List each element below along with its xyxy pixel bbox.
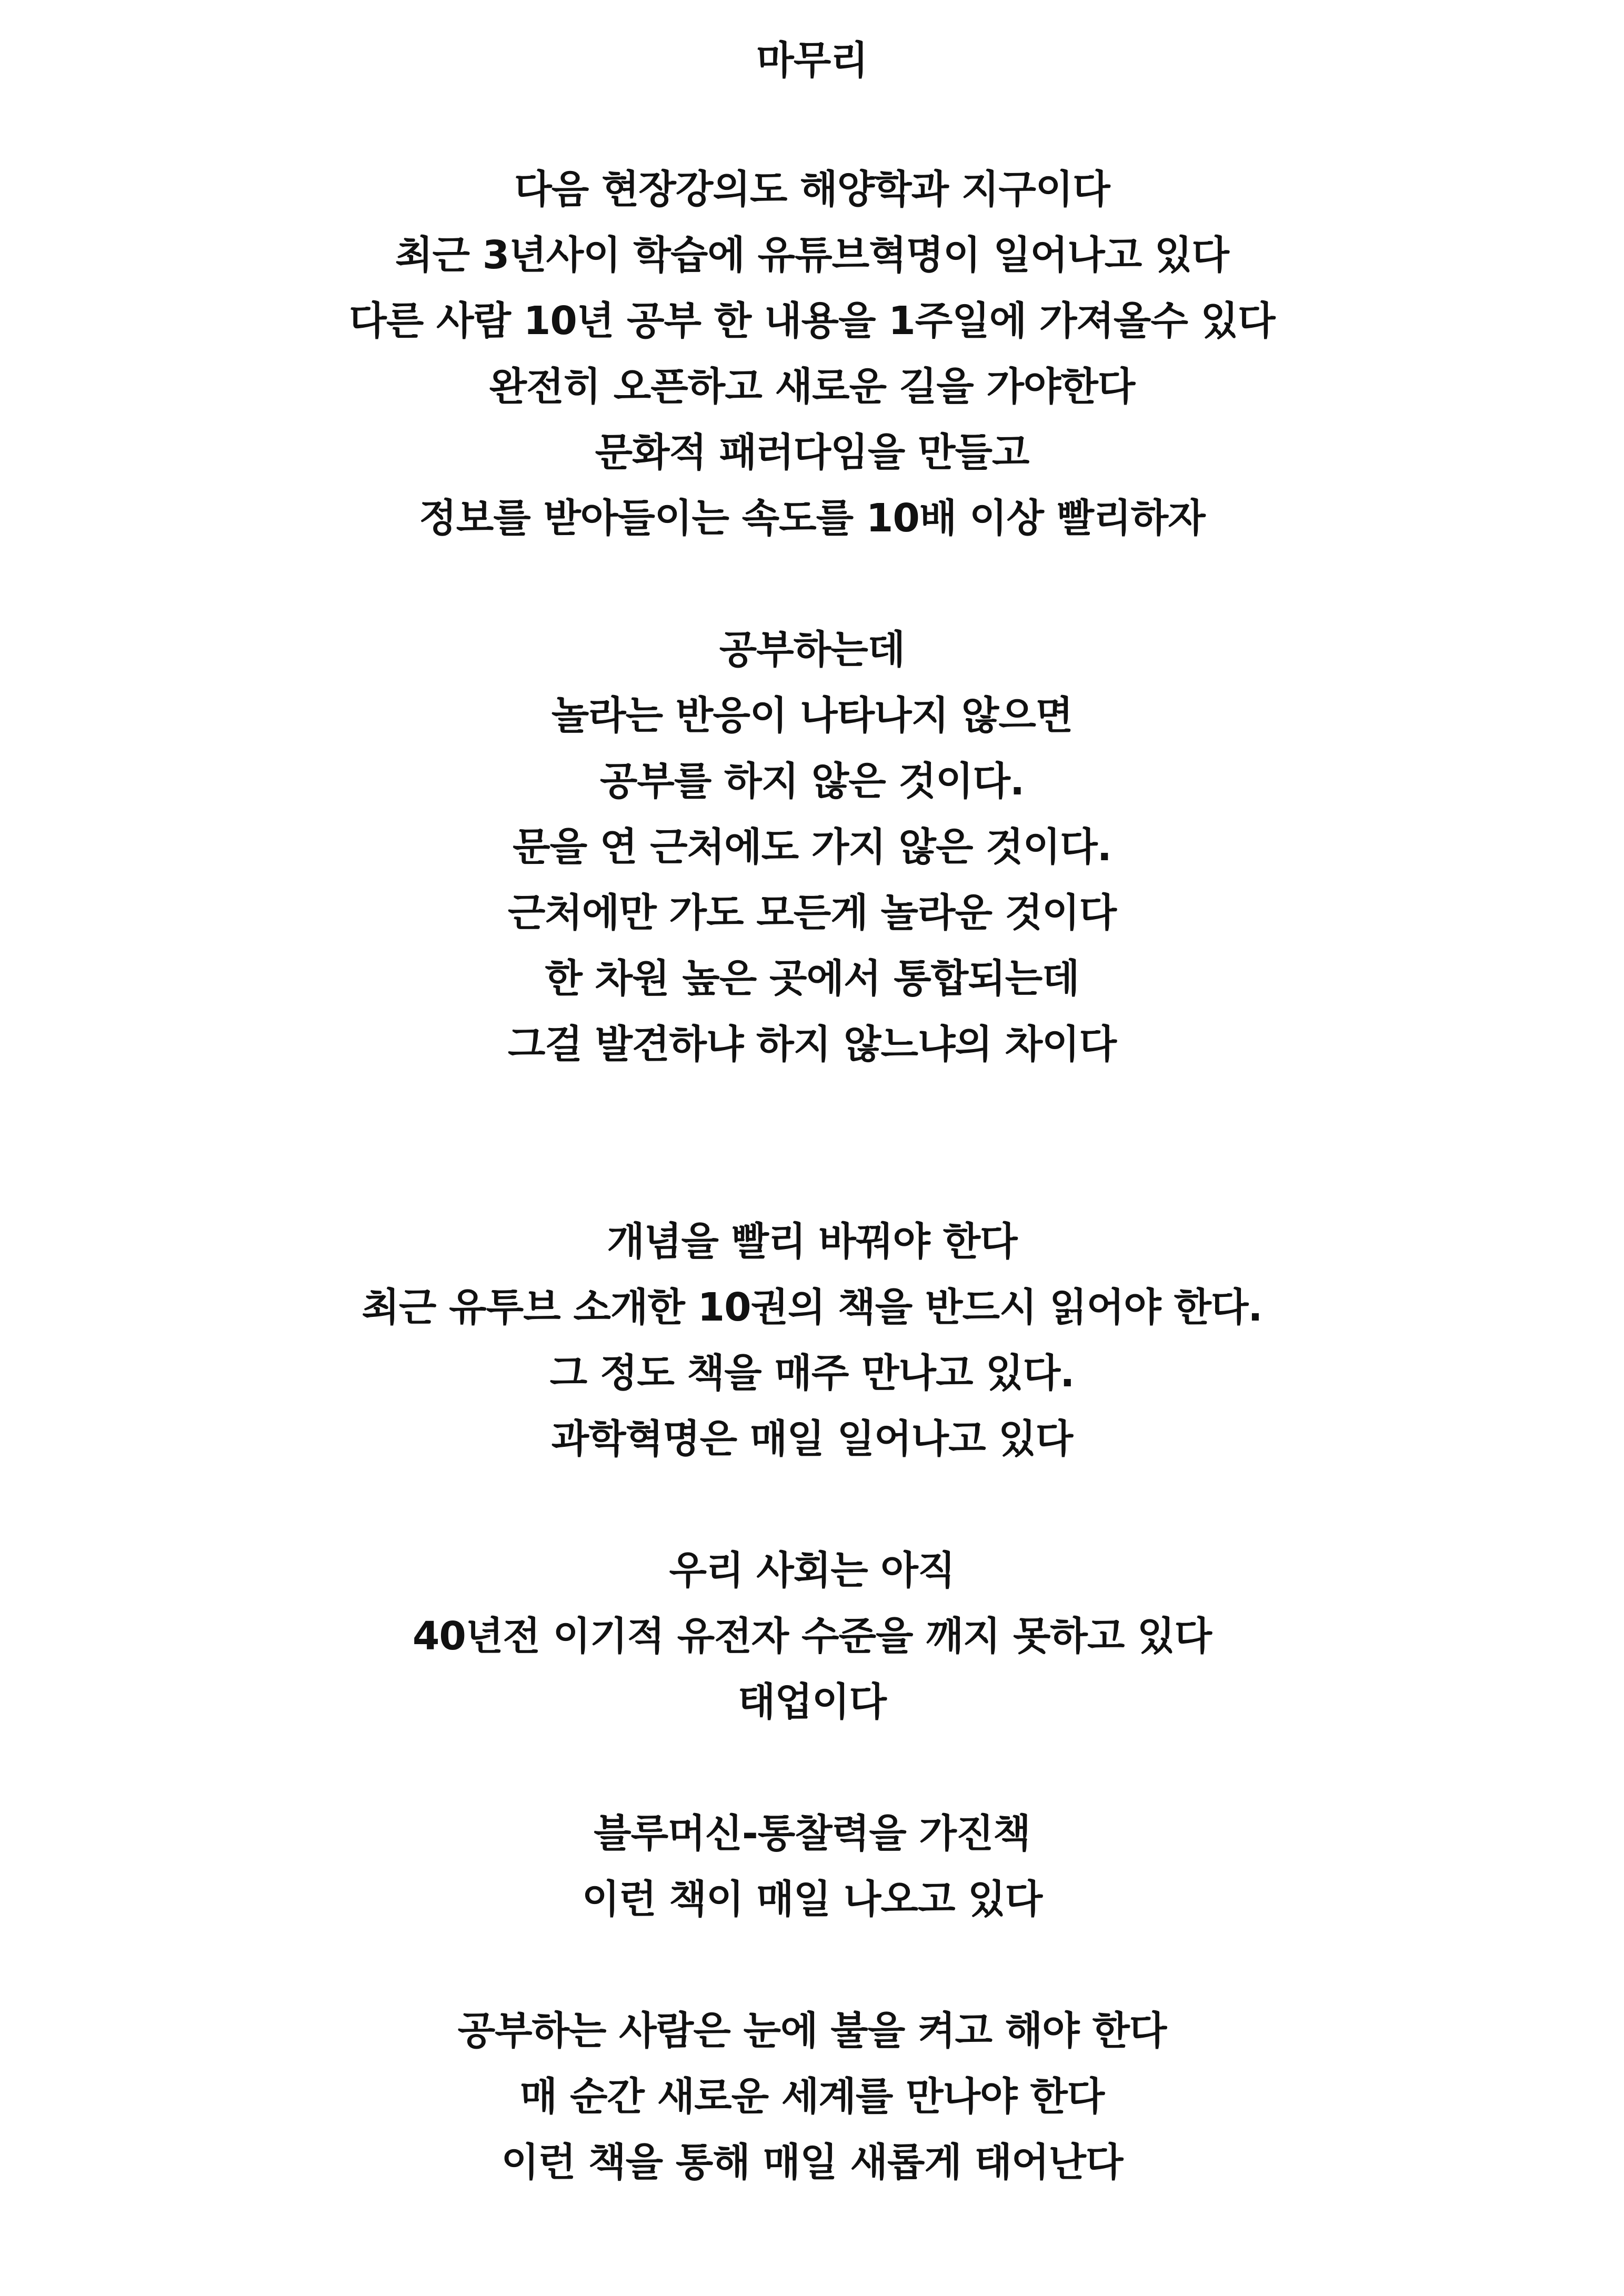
text-line: 한 차원 높은 곳에서 통합되는데 <box>545 956 1079 1001</box>
text-line: 우리 사회는 아직 <box>669 1548 955 1593</box>
text-line: 최근 유투브 소개한 10권의 책을 반드시 읽어야 한다. <box>362 1285 1262 1330</box>
text-line: 완전히 오픈하고 새로운 길을 가야한다 <box>489 364 1135 409</box>
text-line: 이런 책이 매일 나오고 있다 <box>582 1877 1042 1922</box>
text-line: 공부를 하지 않은 것이다. <box>599 759 1025 804</box>
text-line: 매 순간 새로운 세계를 만나야 한다 <box>519 2074 1105 2119</box>
document-title: 마무리 <box>756 38 868 83</box>
text-line: 다른 사람 10년 공부 한 내용을 1주일에 가져올수 있다 <box>349 298 1275 344</box>
text-line: 그 정도 책을 매주 만나고 있다. <box>549 1351 1075 1396</box>
text-line: 정보를 받아들이는 속도를 10배 이상 빨리하자 <box>419 496 1205 541</box>
text-line: 이런 책을 통해 매일 새롭게 태어난다 <box>501 2140 1123 2185</box>
text-line: 공부하는 사람은 눈에 불을 켜고 해야 한다 <box>457 2008 1167 2053</box>
text-line: 공부하는데 <box>719 627 905 672</box>
text-line: 블루머신-통찰력을 가진책 <box>594 1811 1030 1856</box>
text-line: 40년전 이기적 유전자 수준을 깨지 못하고 있다 <box>412 1614 1212 1659</box>
text-line: 놀라는 반응이 나타나지 않으면 <box>551 693 1073 738</box>
text-line: 태업이다 <box>738 1679 886 1725</box>
text-line: 문화적 패러다임을 만들고 <box>595 430 1029 475</box>
text-line: 다음 현장강의도 해양학과 지구이다 <box>514 167 1110 212</box>
text-line: 근처에만 가도 모든게 놀라운 것이다 <box>507 890 1117 935</box>
text-line: 그걸 발견하냐 하지 않느냐의 차이다 <box>507 1022 1117 1067</box>
text-line: 과학혁명은 매일 일어나고 있다 <box>551 1416 1073 1462</box>
text-line: 개념을 빨리 바꿔야 한다 <box>607 1219 1017 1264</box>
text-line: 문을 연 근처에도 가지 않은 것이다. <box>513 824 1111 870</box>
text-line: 최근 3년사이 학습에 유튜브혁명이 일어나고 있다 <box>395 233 1229 278</box>
